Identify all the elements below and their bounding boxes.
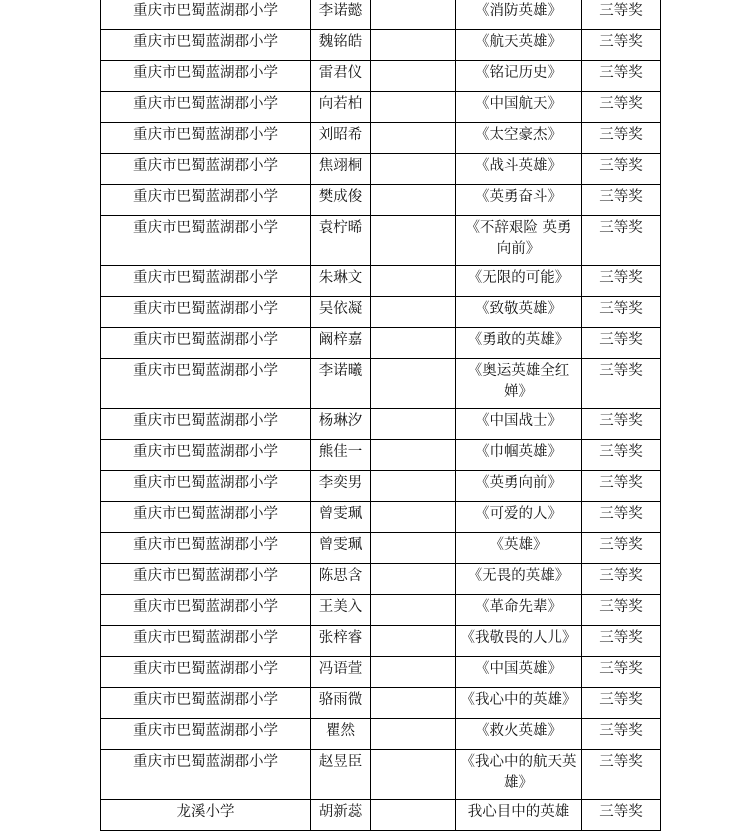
school-cell: 重庆市巴蜀蓝湖郡小学	[101, 595, 311, 626]
empty-cell	[371, 185, 456, 216]
school-cell: 重庆市巴蜀蓝湖郡小学	[101, 657, 311, 688]
work-title-cell: 《无畏的英雄》	[456, 564, 582, 595]
work-title-cell: 《巾帼英雄》	[456, 440, 582, 471]
work-title-cell: 《致敬英雄》	[456, 297, 582, 328]
award-level-cell: 三等奖	[582, 0, 661, 30]
table-row	[101, 719, 661, 750]
award-level-cell: 三等奖	[582, 750, 661, 800]
empty-cell	[371, 800, 456, 831]
school-cell: 重庆市巴蜀蓝湖郡小学	[101, 359, 311, 409]
school-cell: 龙溪小学	[101, 800, 311, 831]
school-cell: 重庆市巴蜀蓝湖郡小学	[101, 688, 311, 719]
table-row	[101, 30, 661, 61]
empty-cell	[371, 688, 456, 719]
school-cell: 重庆市巴蜀蓝湖郡小学	[101, 719, 311, 750]
school-cell: 重庆市巴蜀蓝湖郡小学	[101, 0, 311, 30]
award-level-cell: 三等奖	[582, 409, 661, 440]
work-title-cell: 《中国战士》	[456, 409, 582, 440]
table-row	[101, 595, 661, 626]
student-name-cell: 朱琳文	[311, 266, 371, 297]
work-title-cell: 《战斗英雄》	[456, 154, 582, 185]
student-name-cell: 冯语萱	[311, 657, 371, 688]
student-name-cell: 胡新蕊	[311, 800, 371, 831]
school-cell: 重庆市巴蜀蓝湖郡小学	[101, 92, 311, 123]
work-title-cell: 《太空豪杰》	[456, 123, 582, 154]
student-name-cell: 瞿然	[311, 719, 371, 750]
empty-cell	[371, 502, 456, 533]
student-name-cell: 李奕男	[311, 471, 371, 502]
empty-cell	[371, 266, 456, 297]
empty-cell	[371, 359, 456, 409]
award-level-cell: 三等奖	[582, 719, 661, 750]
school-cell: 重庆市巴蜀蓝湖郡小学	[101, 626, 311, 657]
school-cell: 重庆市巴蜀蓝湖郡小学	[101, 328, 311, 359]
school-cell: 重庆市巴蜀蓝湖郡小学	[101, 440, 311, 471]
student-name-cell: 袁柠晞	[311, 216, 371, 266]
empty-cell	[371, 297, 456, 328]
work-title-cell: 《英勇奋斗》	[456, 185, 582, 216]
student-name-cell: 王美入	[311, 595, 371, 626]
award-level-cell: 三等奖	[582, 216, 661, 266]
student-name-cell: 杨琳汐	[311, 409, 371, 440]
school-cell: 重庆市巴蜀蓝湖郡小学	[101, 750, 311, 800]
award-level-cell: 三等奖	[582, 595, 661, 626]
school-cell: 重庆市巴蜀蓝湖郡小学	[101, 564, 311, 595]
student-name-cell: 刘昭希	[311, 123, 371, 154]
empty-cell	[371, 471, 456, 502]
work-title-cell: 《不辞艰险 英勇向前》	[456, 216, 582, 266]
work-title-cell: 《英雄》	[456, 533, 582, 564]
student-name-cell: 张梓睿	[311, 626, 371, 657]
empty-cell	[371, 154, 456, 185]
award-level-cell: 三等奖	[582, 564, 661, 595]
school-cell: 重庆市巴蜀蓝湖郡小学	[101, 216, 311, 266]
work-title-cell: 《航天英雄》	[456, 30, 582, 61]
table-row	[101, 0, 661, 30]
work-title-cell: 《消防英雄》	[456, 0, 582, 30]
award-level-cell: 三等奖	[582, 92, 661, 123]
student-name-cell: 骆雨微	[311, 688, 371, 719]
school-cell: 重庆市巴蜀蓝湖郡小学	[101, 502, 311, 533]
empty-cell	[371, 409, 456, 440]
empty-cell	[371, 657, 456, 688]
work-title-cell: 《革命先辈》	[456, 595, 582, 626]
award-table	[100, 0, 661, 831]
student-name-cell: 陈思含	[311, 564, 371, 595]
empty-cell	[371, 719, 456, 750]
student-name-cell: 雷君仪	[311, 61, 371, 92]
student-name-cell: 阚梓嘉	[311, 328, 371, 359]
student-name-cell: 熊佳一	[311, 440, 371, 471]
student-name-cell: 向若柏	[311, 92, 371, 123]
table-row	[101, 216, 661, 266]
student-name-cell: 樊成俊	[311, 185, 371, 216]
empty-cell	[371, 564, 456, 595]
table-row	[101, 750, 661, 800]
table-row	[101, 297, 661, 328]
table-row	[101, 266, 661, 297]
work-title-cell: 《可爱的人》	[456, 502, 582, 533]
student-name-cell: 李诺懿	[311, 0, 371, 30]
school-cell: 重庆市巴蜀蓝湖郡小学	[101, 409, 311, 440]
empty-cell	[371, 61, 456, 92]
award-level-cell: 三等奖	[582, 533, 661, 564]
table-row	[101, 440, 661, 471]
work-title-cell: 《无限的可能》	[456, 266, 582, 297]
table-row	[101, 502, 661, 533]
table-row	[101, 471, 661, 502]
empty-cell	[371, 328, 456, 359]
work-title-cell: 《我敬畏的人儿》	[456, 626, 582, 657]
empty-cell	[371, 92, 456, 123]
award-level-cell: 三等奖	[582, 440, 661, 471]
award-level-cell: 三等奖	[582, 328, 661, 359]
table-row	[101, 92, 661, 123]
work-title-cell: 《勇敢的英雄》	[456, 328, 582, 359]
table-row	[101, 626, 661, 657]
empty-cell	[371, 750, 456, 800]
table-row	[101, 564, 661, 595]
table-row	[101, 185, 661, 216]
table-row	[101, 800, 661, 831]
empty-cell	[371, 123, 456, 154]
student-name-cell: 魏铭皓	[311, 30, 371, 61]
work-title-cell: 《我心中的航天英雄》	[456, 750, 582, 800]
table-row	[101, 688, 661, 719]
empty-cell	[371, 216, 456, 266]
empty-cell	[371, 595, 456, 626]
award-level-cell: 三等奖	[582, 471, 661, 502]
work-title-cell: 我心目中的英雄	[456, 800, 582, 831]
school-cell: 重庆市巴蜀蓝湖郡小学	[101, 30, 311, 61]
table-row	[101, 328, 661, 359]
school-cell: 重庆市巴蜀蓝湖郡小学	[101, 61, 311, 92]
table-row	[101, 533, 661, 564]
award-level-cell: 三等奖	[582, 61, 661, 92]
student-name-cell: 吴依凝	[311, 297, 371, 328]
school-cell: 重庆市巴蜀蓝湖郡小学	[101, 154, 311, 185]
table-row	[101, 657, 661, 688]
work-title-cell: 《铭记历史》	[456, 61, 582, 92]
empty-cell	[371, 440, 456, 471]
work-title-cell: 《奥运英雄全红婵》	[456, 359, 582, 409]
empty-cell	[371, 0, 456, 30]
empty-cell	[371, 626, 456, 657]
work-title-cell: 《救火英雄》	[456, 719, 582, 750]
table-row	[101, 409, 661, 440]
award-level-cell: 三等奖	[582, 688, 661, 719]
award-level-cell: 三等奖	[582, 297, 661, 328]
work-title-cell: 《中国英雄》	[456, 657, 582, 688]
student-name-cell: 焦翊桐	[311, 154, 371, 185]
award-level-cell: 三等奖	[582, 123, 661, 154]
table-row	[101, 359, 661, 409]
award-level-cell: 三等奖	[582, 185, 661, 216]
award-level-cell: 三等奖	[582, 800, 661, 831]
empty-cell	[371, 533, 456, 564]
table-row	[101, 154, 661, 185]
table-row	[101, 123, 661, 154]
school-cell: 重庆市巴蜀蓝湖郡小学	[101, 533, 311, 564]
award-level-cell: 三等奖	[582, 359, 661, 409]
school-cell: 重庆市巴蜀蓝湖郡小学	[101, 266, 311, 297]
student-name-cell: 曾雯珮	[311, 533, 371, 564]
student-name-cell: 赵昱臣	[311, 750, 371, 800]
table-row	[101, 61, 661, 92]
award-level-cell: 三等奖	[582, 502, 661, 533]
award-table-body	[101, 0, 661, 831]
school-cell: 重庆市巴蜀蓝湖郡小学	[101, 185, 311, 216]
award-level-cell: 三等奖	[582, 626, 661, 657]
award-level-cell: 三等奖	[582, 266, 661, 297]
award-level-cell: 三等奖	[582, 30, 661, 61]
award-level-cell: 三等奖	[582, 154, 661, 185]
award-level-cell: 三等奖	[582, 657, 661, 688]
school-cell: 重庆市巴蜀蓝湖郡小学	[101, 471, 311, 502]
empty-cell	[371, 30, 456, 61]
school-cell: 重庆市巴蜀蓝湖郡小学	[101, 297, 311, 328]
work-title-cell: 《中国航天》	[456, 92, 582, 123]
student-name-cell: 李诺曦	[311, 359, 371, 409]
student-name-cell: 曾雯珮	[311, 502, 371, 533]
work-title-cell: 《我心中的英雄》	[456, 688, 582, 719]
work-title-cell: 《英勇向前》	[456, 471, 582, 502]
school-cell: 重庆市巴蜀蓝湖郡小学	[101, 123, 311, 154]
